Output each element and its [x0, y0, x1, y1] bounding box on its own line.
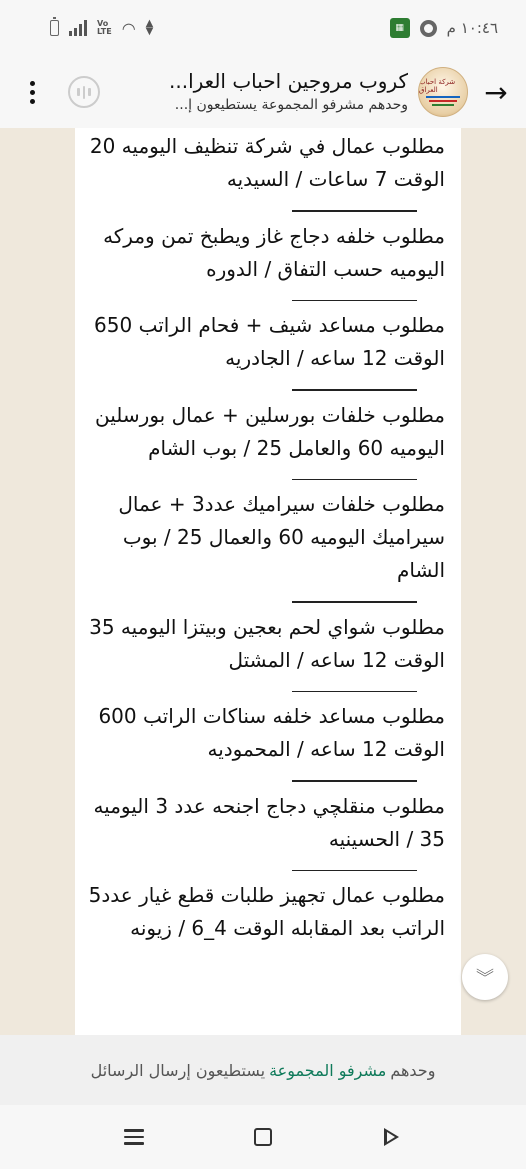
chat-area[interactable]: [0, 128, 526, 1035]
avatar-text: شركة احباب العراق: [419, 78, 456, 94]
status-time: ١٠:٤٦ م: [446, 19, 498, 37]
system-nav-bar: [0, 1105, 526, 1169]
message-item: مطلوب شواي لحم بعجين وبيتزا اليوميه 35 الوقت 12 ساعه / المشتل: [89, 614, 445, 672]
message-item: مطلوب مساعد خلفه سناكات الراتب 600 الوقت 12 ساعه / المحموديه: [98, 704, 445, 761]
voice-chat-icon[interactable]: [68, 76, 100, 108]
group-info[interactable]: [100, 68, 418, 116]
notice-suffix: يستطيعون إرسال الرسائل: [90, 1060, 266, 1080]
home-button[interactable]: [243, 1117, 283, 1157]
separator-line: [292, 389, 417, 391]
chat-header: [0, 56, 526, 128]
message-item: مطلوب خلفه دجاج غاز ويطبخ تمن ومركه اليوميه حسب التفاق / الدوره: [103, 223, 445, 281]
separator-line: [292, 479, 417, 481]
notification-app-icon: ▦: [390, 18, 410, 38]
back-arrow-icon[interactable]: →: [484, 75, 508, 109]
notification-circle-icon: [420, 20, 437, 37]
separator-line: [292, 210, 417, 212]
back-button[interactable]: [372, 1117, 412, 1157]
separator-line: [292, 691, 417, 693]
message-item: مطلوب خلفات سيراميك عدد3 + عمال سيراميك اليوميه 60 والعمال 25 / بوب الشام: [118, 492, 445, 582]
separator-line: [292, 870, 417, 872]
admins-only-notice: [0, 1035, 526, 1105]
recent-apps-button[interactable]: [114, 1117, 154, 1157]
group-title: كروب مروجين احباب العرا...: [169, 69, 408, 93]
status-bar: [0, 0, 526, 56]
message-bubble[interactable]: [75, 128, 461, 1035]
status-right: [390, 18, 498, 38]
scroll-down-button[interactable]: [462, 954, 508, 1000]
wifi-icon: ◠: [121, 18, 136, 38]
separator-line: [292, 780, 417, 782]
separator-line: [292, 601, 417, 603]
chevron-down-icon: ︾: [476, 968, 494, 989]
message-item: مطلوب عمال في شركة تنظيف اليوميه 20 الوقت 7 ساعات / السيديه: [89, 134, 445, 191]
message-item: مطلوب عمال تجهيز طلبات قطع غيار عدد5 الراتب بعد المقابله الوقت 4_6 / زيونه: [88, 883, 445, 940]
menu-icon: [124, 1129, 144, 1145]
data-arrows-icon: ▲ ▼: [145, 18, 154, 37]
message-item: مطلوب خلفات بورسلين + عمال بورسلين اليوميه 60 والعامل 25 / بوب الشام: [95, 402, 445, 460]
home-icon: [254, 1128, 272, 1146]
message-item: مطلوب مساعد شيف + فحام الراتب 650 الوقت 12 ساعه / الجادريه: [94, 313, 445, 370]
message-item: مطلوب منقلچي دجاج اجنحه عدد 3 اليوميه 35 / الحسينيه: [93, 793, 445, 851]
volte-icon: Vo LTE: [97, 19, 112, 36]
more-options-icon[interactable]: [20, 81, 44, 104]
group-admins-link[interactable]: مشرفو المجموعة: [269, 1060, 387, 1080]
signal-icon: [69, 20, 87, 36]
separator-line: [292, 300, 417, 302]
notice-prefix: وحدهم: [390, 1060, 436, 1080]
group-subtitle: وحدهم مشرفو المجموعة يستطيعون إ...: [174, 97, 408, 113]
status-indicators: [50, 19, 153, 38]
back-triangle-icon: [384, 1128, 399, 1146]
group-avatar[interactable]: [418, 67, 468, 117]
battery-icon: [50, 20, 59, 36]
